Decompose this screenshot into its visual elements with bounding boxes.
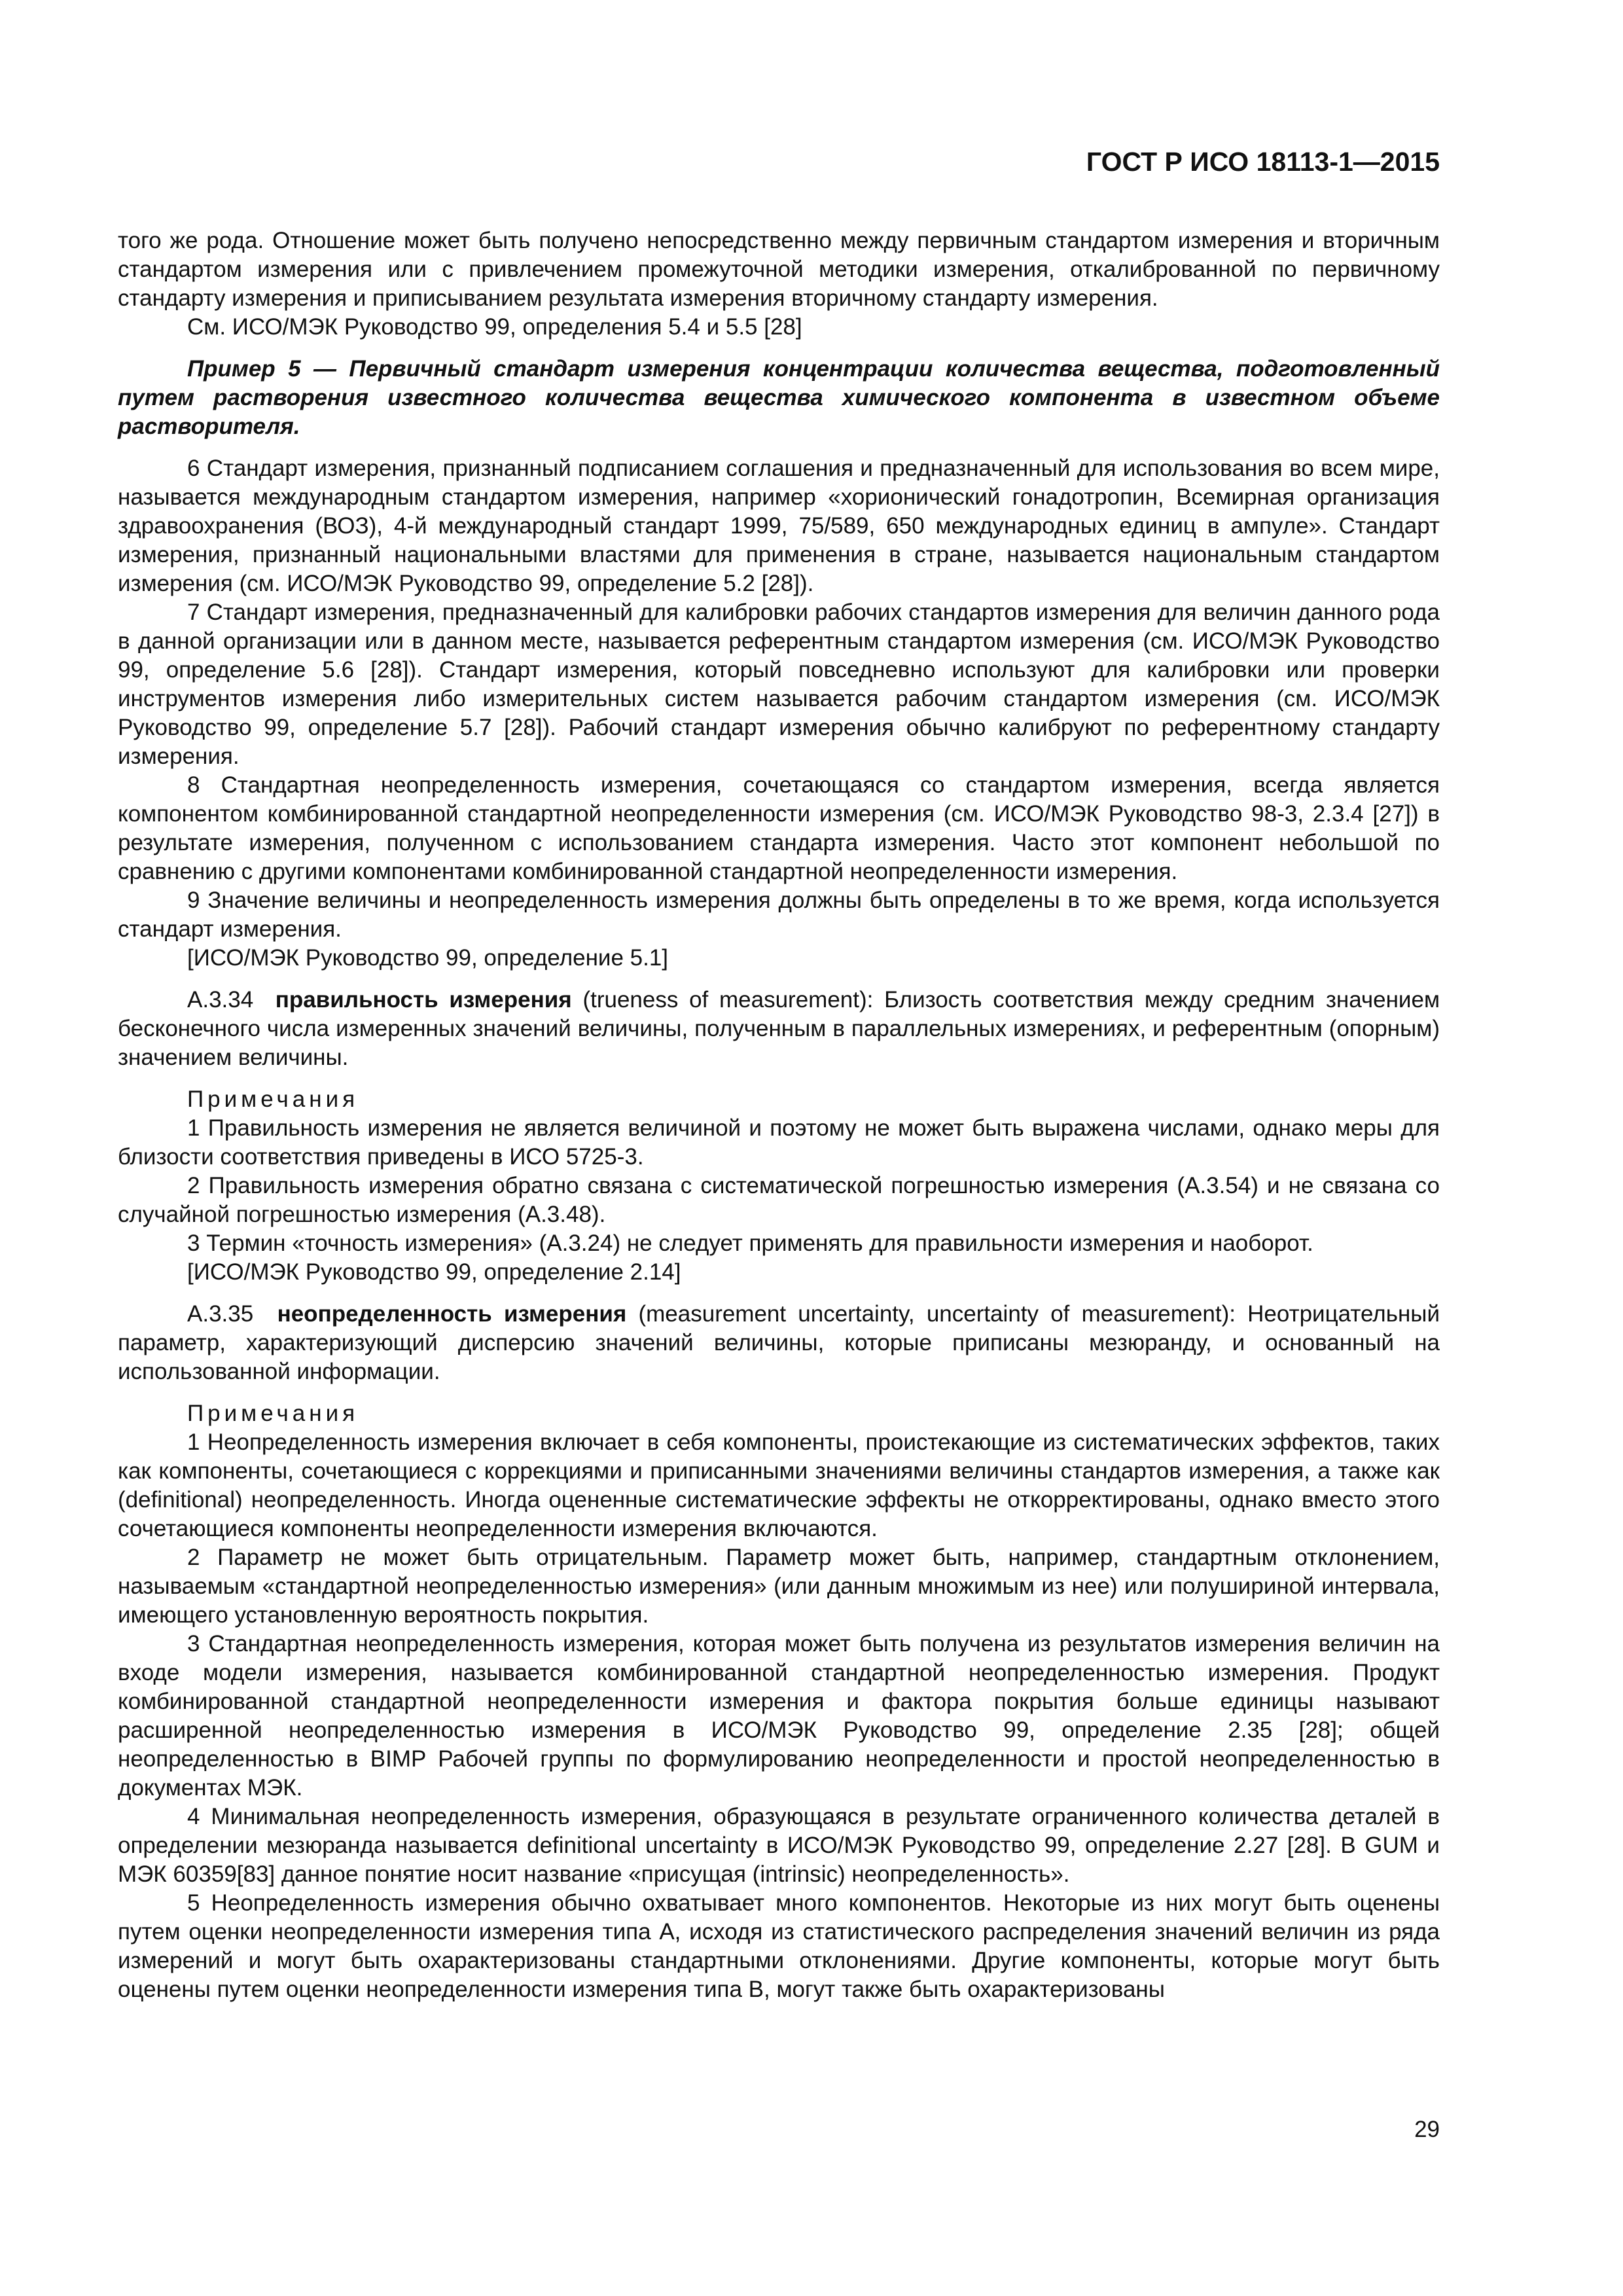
note-item: 5 Неопределенность измерения обычно охватывает много компонентов. Некоторые из них могут быть оценены путем оценки неопределенности измерения типа А, исходя из статистического распределения значений величин из ряда измерений и могут быть охарактеризованы стандартными отклонениями. Другие компоненты, которые могут быть оценены путем оценки неопределенности измерения типа В, могут также быть охарактеризованы	[118, 1890, 1440, 2002]
document-code-header: ГОСТ Р ИСО 18113-1—2015	[1086, 147, 1440, 177]
note-item: 1 Правильность измерения не является величиной и поэтому не может быть выражена числами, однако меры для близости соответствия приведены в ИСО 5725-3.	[118, 1115, 1440, 1170]
note-item: 3 Стандартная неопределенность измерения, которая может быть получена из результатов измерения величин на входе модели измерения, называется комбинированной стандартной неопределенностью измерения. Продукт комбинированной стандартной неопределенности измерения и фактора покрытия больше единицы называют расширенной неопределенностью измерения в ИСО/МЭК Руководство 99, определение 2.35 [28]; общей неопределенностью в BIMP Рабочей группы по формулированию неопределенности и простой неопределенностью в документах МЭК.	[118, 1631, 1440, 1801]
term-a-3-35	[118, 1300, 1440, 1386]
note-item: 3 Термин «точность измерения» (А.3.24) не следует применять для правильности измерения и наоборот.	[187, 1230, 1313, 1256]
page-number: 29	[1414, 2117, 1440, 2142]
term-number: А.3.35	[187, 1301, 254, 1327]
term-a-3-34	[118, 986, 1440, 1072]
term-name: правильность измерения	[275, 987, 572, 1013]
reference-line: [ИСО/МЭК Руководство 99, определение 2.14]	[187, 1259, 681, 1285]
note-8: 8 Стандартная неопределенность измерения, сочетающаяся со стандартом измерения, всегда является компонентом комбинированной стандартной неопределенности измерения (см. ИСО/МЭК Руководство 98-3, 2.3.4 [27]) в результате измерения, полученном с использованием стандарта измерения. Часто этот компонент небольшой по сравнению с другими компонентами комбинированной стандартной неопределенности измерения.	[118, 772, 1440, 884]
reference-line: См. ИСО/МЭК Руководство 99, определения 5.4 и 5.5 [28]	[187, 314, 802, 340]
note-item: 2 Параметр не может быть отрицательным. Параметр может быть, например, стандартным отклонением, называемым «стандартной неопределенностью измерения» (или данным множимым из нее) или полушириной интервала, имеющего установленную вероятность покрытия.	[118, 1545, 1440, 1628]
note-7: 7 Стандарт измерения, предназначенный для калибровки рабочих стандартов измерения для величин данного рода в данной организации или в данном месте, называется референтным стандартом измерения (см. ИСО/МЭК Руководство 99, определение 5.6 [28]). Стандарт измерения, который повседневно используют для калибровки или проверки инструментов измерения либо измерительных систем называется рабочим стандартом измерения (см. ИСО/МЭК Руководство 99, определение 5.7 [28]). Рабочий стандарт измерения обычно калибруют по референтному стандарту измерения.	[118, 600, 1440, 769]
term-definition: (trueness of measurement): Близость соответствия между средним значением бесконечного числа измеренных значений величины, полученным в параллельных измерениях, и референтным (опорным) значением величины.	[118, 987, 1440, 1070]
example-5: Пример 5 — Первичный стандарт измерения концентрации количества вещества, подготовленный путем растворения известного количества вещества химического компонента в известном объеме растворителя.	[118, 356, 1440, 439]
reference-line: [ИСО/МЭК Руководство 99, определение 5.1]	[187, 945, 669, 971]
notes-heading: Примечания	[187, 1086, 359, 1112]
document-page	[118, 0, 1440, 2296]
note-item: 2 Правильность измерения обратно связана с систематической погрешностью измерения (А.3.54) и не связана со случайной погрешностью измерения (А.3.48).	[118, 1173, 1440, 1227]
paragraph-continuation: того же рода. Отношение может быть получено непосредственно между первичным стандартом измерения и вторичным стандартом измерения или с привлечением промежуточной методики измерения, откалиброванной по первичному стандарту измерения и приписыванием результата измерения вторичному стандарту измерения.	[118, 228, 1440, 311]
note-item: 1 Неопределенность измерения включает в себя компоненты, проистекающие из систематических эффектов, таких как компоненты, сочетающиеся с коррекциями и приписанными значениями величины стандартов измерения, а также как (definitional) неопределенность. Иногда оцененные систематические эффекты не откорректированы, однако вместо этого сочетающиеся компоненты неопределенности измерения включаются.	[118, 1429, 1440, 1541]
page-body	[118, 226, 1440, 2004]
note-6: 6 Стандарт измерения, признанный подписанием соглашения и предназначенный для использования во всем мире, называется международным стандартом измерения, например «хорионический гонадотропин, Всемирная организация здравоохранения (ВОЗ), 4-й международный стандарт 1999, 75/589, 650 международных единиц в ампуле». Стандарт измерения, признанный национальными властями для применения в стране, называется национальным стандартом измерения (см. ИСО/МЭК Руководство 99, определение 5.2 [28]).	[118, 456, 1440, 596]
term-number: А.3.34	[187, 987, 254, 1013]
term-name: неопределенность измерения	[277, 1301, 627, 1327]
note-9: 9 Значение величины и неопределенность измерения должны быть определены в то же время, когда используется стандарт измерения.	[118, 888, 1440, 942]
term-definition: (measurement uncertainty, uncertainty of measurement): Неотрицательный параметр, характеризующий дисперсию значений величины, которые приписаны мезюранду, и основанный на использованной информации.	[118, 1301, 1440, 1384]
note-item: 4 Минимальная неопределенность измерения, образующаяся в результате ограниченного количества деталей в определении мезюранда называется definitional uncertainty в ИСО/МЭК Руководство 99, определение 2.27 [28]. В GUM и МЭК 60359[83] данное понятие носит название «присущая (intrinsic) неопределенность».	[118, 1804, 1440, 1887]
notes-heading: Примечания	[187, 1401, 359, 1426]
